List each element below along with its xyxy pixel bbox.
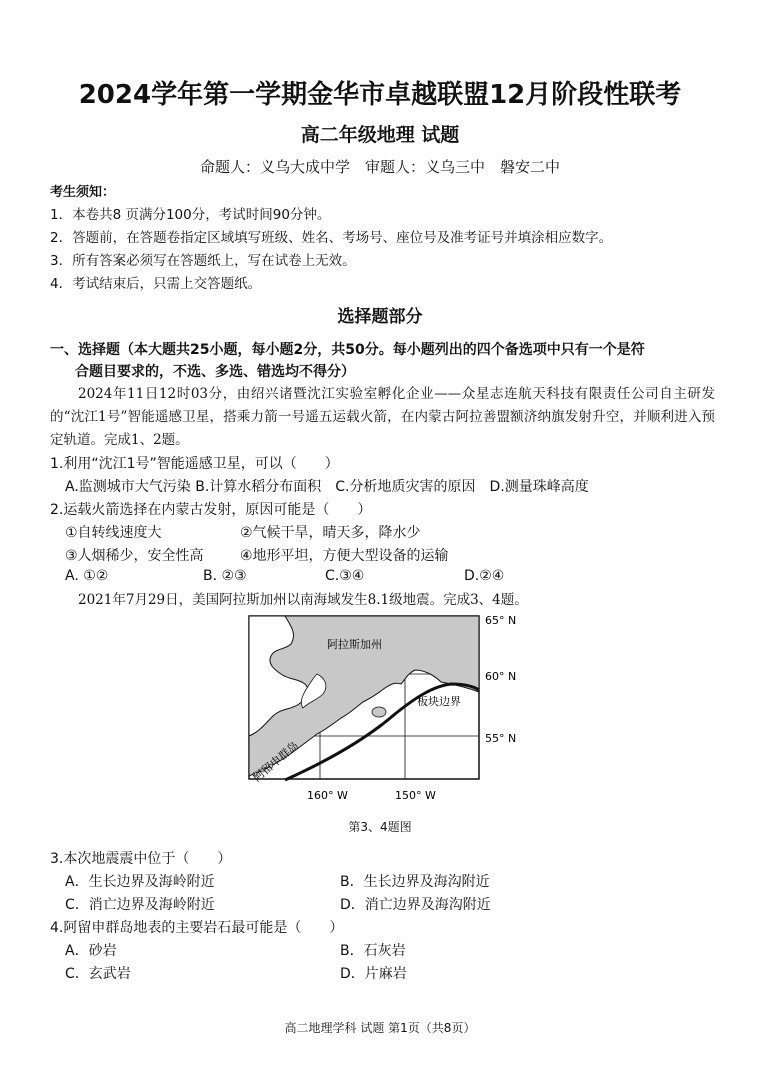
map-label-aleutian: 阿留申群岛 xyxy=(250,738,302,785)
question-4-option-d: D．片麻岩 xyxy=(340,966,407,982)
figure-caption: 第3、4题图 xyxy=(348,820,412,834)
map-label-alaska: 阿拉斯加州 xyxy=(327,638,382,651)
passage-1: 2024年11日12时03分，由绍兴诸暨沈江实验室孵化企业——众星志连航天科技有限责任公司自主研发的“沈江1号”智能遥感卫星，搭乘力箭一号遥五运载火箭，在内蒙古阿拉善盟额济纳旗发射升空，并顺利进入预定轨道。完成1、2题。 xyxy=(50,386,715,448)
map-label-plate-boundary: 板块边界 xyxy=(417,695,461,708)
question-2-statement: ①自转线速度大 xyxy=(65,525,162,541)
question-2-statement: ②气候干旱，晴天多，降水少 xyxy=(240,525,421,541)
question-4-option-b: B．石灰岩 xyxy=(340,943,406,959)
passage-2: 2021年7月29日，美国阿拉斯加州以南海域发生8.1级地震。完成3、4题。 xyxy=(78,592,528,608)
question-3-option-c: C．消亡边界及海岭附近 xyxy=(65,897,215,913)
lon-label-150w: 150° W xyxy=(395,789,436,802)
question-4-stem: 4.阿留申群岛地表的主要岩石最可能是（ ） xyxy=(50,920,344,936)
question-4-option-a: A．砂岩 xyxy=(65,943,117,959)
notice-item: 4．考试结束后，只需上交答题纸。 xyxy=(50,276,262,292)
question-3-option-b: B．生长边界及海沟附近 xyxy=(340,874,490,890)
question-2-option-b: B. ②③ xyxy=(203,568,247,584)
lat-label-65n: 65° N xyxy=(485,614,517,627)
part-instructions-line2: 合题目要求的，不选、多选、错选均不得分） xyxy=(75,364,355,380)
exam-title: 2024学年第一学期金华市卓越联盟12月阶段性联考 xyxy=(78,80,682,110)
question-1-options: A.监测城市大气污染 B.计算水稻分布面积 C.分析地质灾害的原因 D.测量珠峰高度 xyxy=(65,479,589,495)
question-2-stem: 2.运载火箭选择在内蒙古发射，原因可能是（ ） xyxy=(50,502,372,518)
alaska-map xyxy=(245,612,530,807)
question-3-option-d: D．消亡边界及海沟附近 xyxy=(340,897,491,913)
notice-item: 1．本卷共8 页满分100分，考试时间90分钟。 xyxy=(50,207,331,223)
question-2-statement: ④地形平坦，方便大型设备的运输 xyxy=(240,548,449,564)
question-2-option-d: D.②④ xyxy=(464,568,505,584)
question-1-stem: 1.利用“沈江1号”智能遥感卫星，可以（ ） xyxy=(50,456,339,472)
question-4-option-c: C．玄武岩 xyxy=(65,966,131,982)
question-3-stem: 3.本次地震震中位于（ ） xyxy=(50,851,232,867)
part-instructions-line1: 一、选择题（本大题共25小题，每小题2分，共50分。每小题列出的四个备选项中只有一个是符 xyxy=(50,342,645,358)
question-2-statement: ③人烟稀少，安全性高 xyxy=(65,548,204,564)
notice-heading: 考生须知： xyxy=(50,185,116,200)
section-title: 选择题部分 xyxy=(337,307,423,327)
question-3-option-a: A．生长边界及海岭附近 xyxy=(65,874,215,890)
lat-label-60n: 60° N xyxy=(485,670,517,683)
page-footer: 高二地理学科 试题 第1页（共8页） xyxy=(284,1021,476,1035)
question-2-option-c: C.③④ xyxy=(325,568,365,584)
exam-subtitle: 高二年级地理 试题 xyxy=(300,124,460,146)
notice-item: 2．答题前，在答题卷指定区域填写班级、姓名、考场号、座位号及准考证号并填涂相应数字。 xyxy=(50,230,613,246)
question-2-option-a: A. ①② xyxy=(65,568,109,584)
lat-label-55n: 55° N xyxy=(485,732,517,745)
lon-label-160w: 160° W xyxy=(307,789,348,802)
kodiak-island xyxy=(372,707,386,717)
notice-item: 3．所有答案必须写在答题纸上，写在试卷上无效。 xyxy=(50,253,356,269)
exam-authors: 命题人：义乌大成中学 审题人：义乌三中 磐安二中 xyxy=(199,158,560,176)
